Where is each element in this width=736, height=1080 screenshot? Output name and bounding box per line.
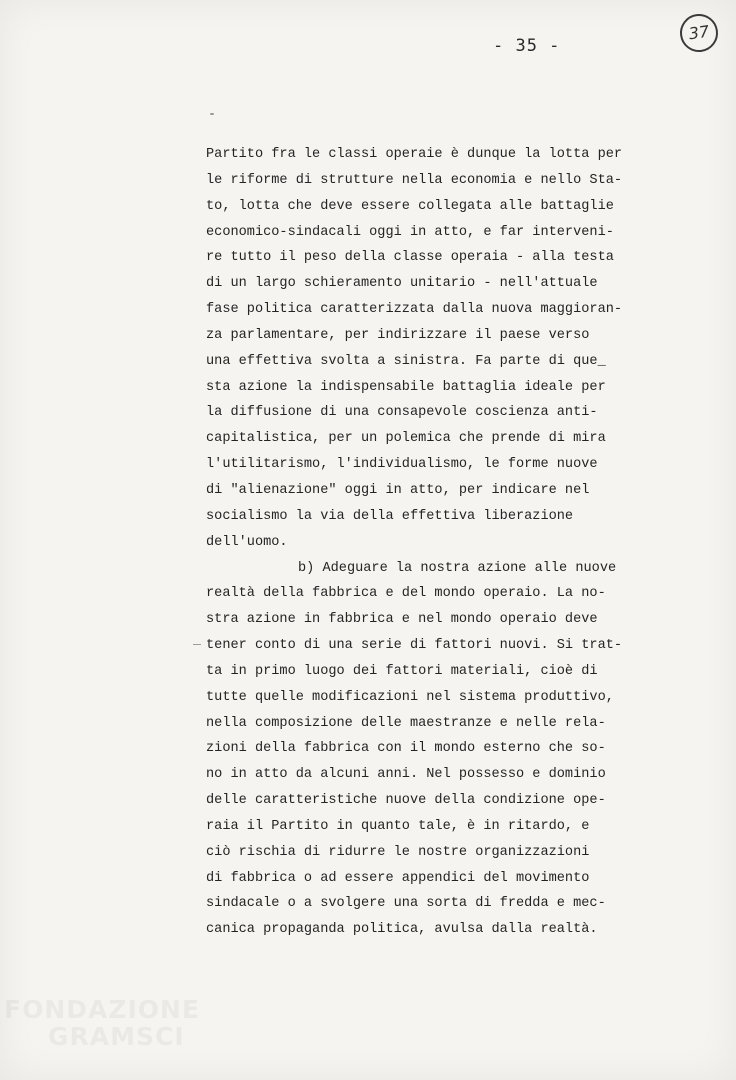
text-line: di un largo schieramento unitario - nell'attuale xyxy=(206,276,598,292)
text-line: canica propaganda politica, avulsa dalla realtà. xyxy=(206,922,598,938)
text-line: sindacale o a svolgere una sorta di fredda e mec- xyxy=(206,896,606,912)
text-line: tener conto di una serie di fattori nuovi. Si trat- xyxy=(206,638,623,654)
text-line: di fabbrica o ad essere appendici del movimento xyxy=(206,870,590,886)
text-line: nella composizione delle maestranze e nelle rela- xyxy=(206,715,606,731)
text-line: fase politica caratterizzata dalla nuova maggioran- xyxy=(206,302,623,318)
text-line: to, lotta che deve essere collegata alle battaglie xyxy=(206,198,614,214)
text-line: ciò rischia di ridurre le nostre organizzazioni xyxy=(206,844,590,860)
text-line: sta azione la indispensabile battaglia ideale per xyxy=(206,379,606,395)
page-number: - 35 - xyxy=(493,36,561,56)
text-line: socialismo la via della effettiva liberazione xyxy=(206,508,574,524)
archive-watermark xyxy=(4,996,200,1050)
text-line: za parlamentare, per indirizzare il paese verso xyxy=(206,327,590,343)
text-line: ta in primo luogo dei fattori materiali, cioè di xyxy=(206,663,598,679)
text-line: no in atto da alcuni anni. Nel possesso e dominio xyxy=(206,767,606,783)
text-line: capitalistica, per un polemica che prende di mira xyxy=(206,431,606,447)
paragraph-start-line: b) Adeguare la nostra azione alle nuove xyxy=(298,560,617,576)
margin-mark xyxy=(193,644,201,645)
text-line: di "alienazione" oggi in atto, per indicare nel xyxy=(206,482,590,498)
text-line: l'utilitarismo, l'individualismo, le forme nuove xyxy=(206,457,598,473)
text-line: la diffusione di una consapevole coscienza anti- xyxy=(206,405,598,421)
text-line: re tutto il peso della classe operaia - alla testa xyxy=(206,250,614,266)
text-line: tutte quelle modificazioni nel sistema produttivo, xyxy=(206,689,614,705)
ink-speck xyxy=(210,113,214,115)
text-line: delle caratteristiche nuove della condizione ope- xyxy=(206,793,606,809)
text-line: una effettiva svolta a sinistra. Fa parte di que_ xyxy=(206,353,606,369)
text-line: realtà della fabbrica e del mondo operaio. La no- xyxy=(206,586,606,602)
watermark-line xyxy=(4,1023,200,1050)
text-line: economico-sindacali oggi in atto, e far interveni- xyxy=(206,224,614,240)
watermark-line xyxy=(4,996,200,1023)
archive-number-stamp: 37 xyxy=(678,12,721,55)
text-line: raia il Partito in quanto tale, è in ritardo, e xyxy=(206,818,590,834)
text-line: zioni della fabbrica con il mondo esterno che so- xyxy=(206,741,606,757)
typewritten-text xyxy=(206,142,666,943)
text-line: dell'uomo. xyxy=(206,534,288,550)
text-line: le riforme di strutture nella economia e nello Sta- xyxy=(206,172,623,188)
text-line: Partito fra le classi operaie è dunque la lotta per xyxy=(206,147,623,162)
text-line: stra azione in fabbrica e nel mondo operaio deve xyxy=(206,612,598,628)
